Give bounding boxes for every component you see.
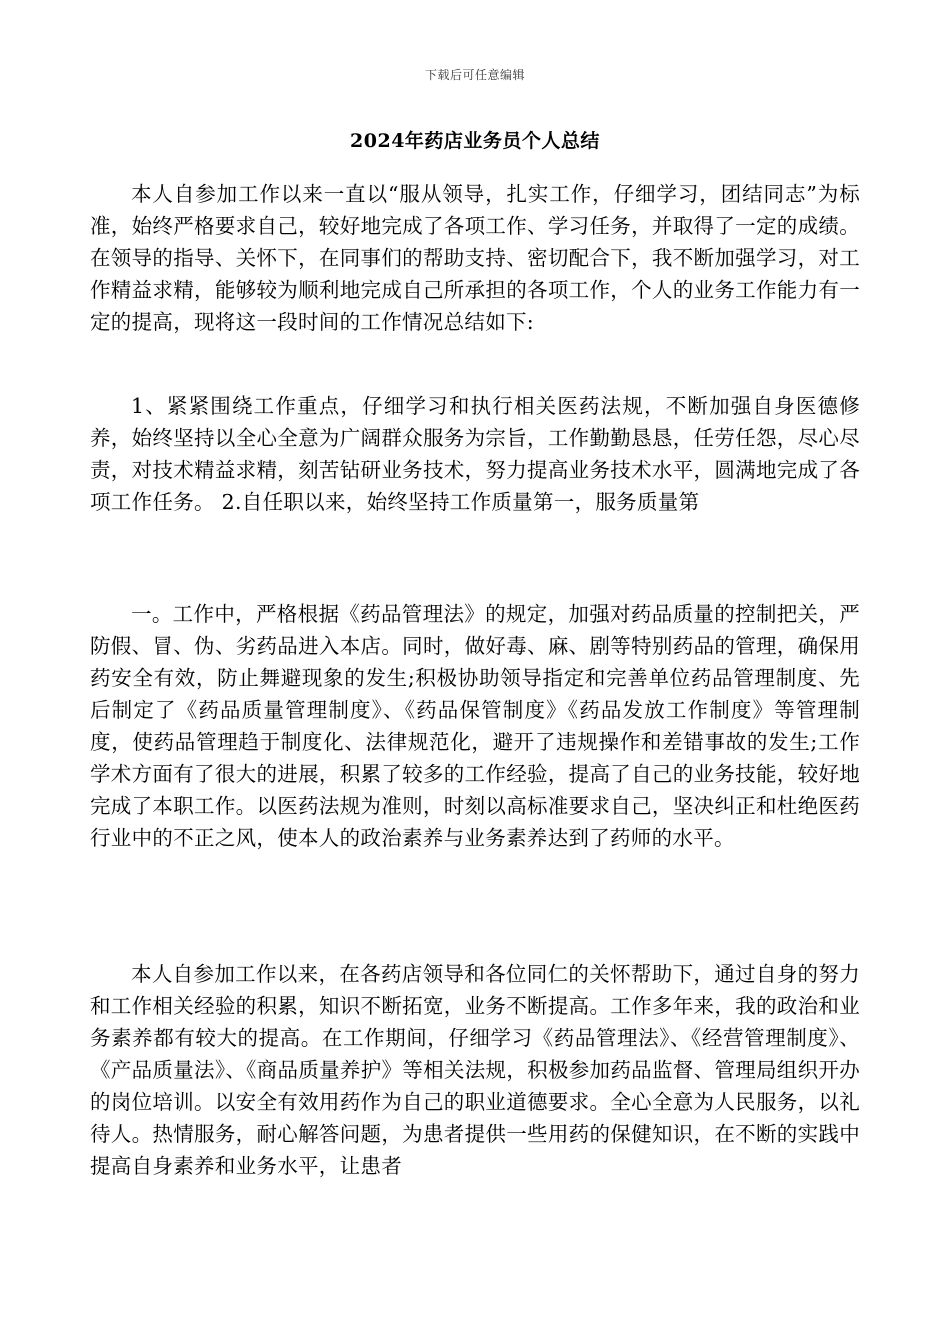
paragraph-1: 本人自参加工作以来一直以“服从领导，扎实工作，仔细学习，团结同志”为标准，始终严格要求自己，较好地完成了各项工作、学习任务，并取得了一定的成绩。在领导的指导、关怀下，在同事们的帮助支持、密切配合下，我不断加强学习，对工作精益求精，能够较为顺利地完成自己所承担的各项工作，个人的业务工作能力有一定的提高，现将这一段时间的工作情况总结如下:	[90, 182, 860, 334]
paragraph-4: 本人自参加工作以来，在各药店领导和各位同仁的关怀帮助下，通过自身的努力和工作相关经验的积累，知识不断拓宽，业务不断提高。工作多年来，我的政治和业务素养都有较大的提高。在工作期间，仔细学习《药品管理法》、《经营管理制度》、《产品质量法》、《商品质量养护》等相关法规，积极参加药品监督、管理局组织开办的岗位培训。以安全有效用药作为自己的职业道德要求。全心全意为人民服务，以礼待人。热情服务，耐心解答问题，为患者提供一些用药的保健知识，在不断的实践中提高自身素养和业务水平，让患者	[90, 962, 860, 1178]
paragraph-2: 1、紧紧围绕工作重点，仔细学习和执行相关医药法规，不断加强自身医德修养，始终坚持以全心全意为广阔群众服务为宗旨，工作勤勤恳恳，任劳任怨，尽心尽责，对技术精益求精，刻苦钻研业务技术，努力提高业务技术水平，圆满地完成了各项工作任务。 2.自任职以来，始终坚持工作质量第一，服务质量第	[90, 394, 860, 514]
paragraph-3: 一。工作中，严格根据《药品管理法》的规定，加强对药品质量的控制把关，严防假、冒、伪、劣药品进入本店。同时，做好毒、麻、剧等特别药品的管理，确保用药安全有效，防止舞避现象的发生;积极协助领导指定和完善单位药品管理制度、先后制定了《药品质量管理制度》、《药品保管制度》《药品发放工作制度》等管理制度，使药品管理趋于制度化、法律规范化，避开了违规操作和差错事故的发生;工作学术方面有了很大的进展，积累了较多的工作经验，提高了自己的业务技能，较好地完成了本职工作。以医药法规为准则，时刻以高标准要求自己，坚决纠正和杜绝医药行业中的不正之风，使本人的政治素养与业务素养达到了药师的水平。	[90, 602, 860, 850]
document-title: 2024年药店业务员个人总结	[350, 130, 600, 152]
header-note: 下载后可任意编辑	[424, 68, 525, 82]
